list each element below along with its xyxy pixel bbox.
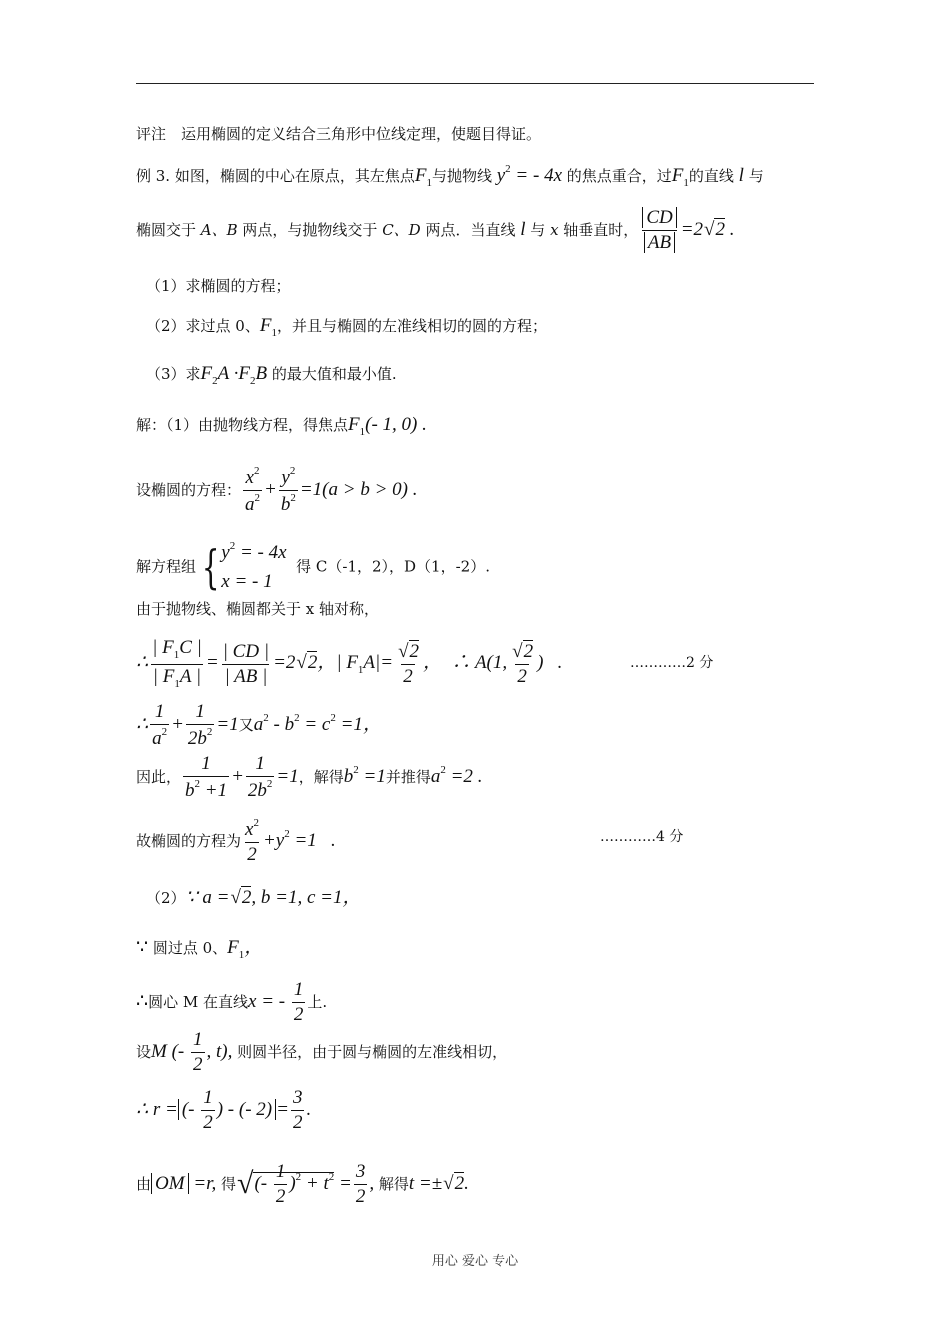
math-M: M (- $\frac{1}{2}$ , t), (151, 1029, 238, 1075)
score-4: …………4 分 (600, 829, 684, 845)
math-dot-product: $F_2A \cdot F_2B$ (200, 363, 272, 387)
example3-line1 (136, 164, 764, 189)
comment-line (136, 127, 541, 142)
math-radius: ∴ r = (- $\frac{1}{2}$ ) - (- 2) = $\frac{3}{2}$ . (136, 1087, 312, 1133)
circ-text: 圆过点 0、 (152, 939, 228, 957)
ex3-text-i: 与 (530, 220, 546, 239)
center-text-b: 上. (307, 992, 328, 1011)
math-x-line: x = - $\frac{1}{2}$ (248, 979, 304, 1025)
q2-text-b: ，并且与椭圆的左准线相切的圆的方程； (276, 317, 547, 335)
brace-symbol: { (201, 540, 220, 595)
ex3-text-c: 的焦点重合，过 (566, 167, 672, 185)
solution-1 (136, 415, 427, 438)
part2-line (146, 888, 362, 907)
also-text: 又 (238, 715, 254, 734)
hence-text-c: 并推得 (385, 767, 431, 786)
hence-text-a: 因此， (136, 767, 182, 786)
math-F1: $F_1$ (414, 165, 432, 189)
math-relation-b: $a^2 - b^2 = c^2 =1$， (253, 711, 382, 735)
setm-text-b: 则圆半径，由于圆与椭圆的左准线相切， (237, 1042, 508, 1061)
radius-line (136, 1088, 311, 1133)
om-text-c: 解得 (378, 1174, 409, 1193)
ex3-text-b: 与抛物线 (431, 167, 492, 185)
label-CD: C、D (377, 220, 426, 239)
math-F1c: $F_1$ (259, 315, 277, 339)
math-sqrt-eq: √(- $\frac{1}{2}$ )$^2 + t^2$ = $\frac{3}{2}$ , (236, 1161, 379, 1207)
center-line (136, 980, 327, 1025)
label-AB: A、B (196, 220, 243, 239)
q3-text-a: （3）求 (146, 365, 201, 383)
page-footer: 用心 爱心 专心 (431, 1254, 519, 1269)
om-line (136, 1162, 469, 1207)
math-focus: $F_1(-$ 1, 0) . (348, 414, 427, 438)
ex3-text-j: 轴垂直时， (563, 220, 639, 239)
ell-text: 设椭圆的方程： (136, 480, 242, 499)
header-rule (136, 83, 814, 84)
sym-text: 由于抛物线、椭圆都关于 x 轴对称， (136, 600, 379, 618)
score-2: …………2 分 (630, 655, 714, 671)
math-ratio: $\frac{CD}{AB}$ =2√2 . (638, 219, 734, 240)
math-parabola: $y^2$ = - 4x (491, 163, 567, 186)
setm-text-a: 设 (136, 1042, 152, 1061)
relation-line (136, 702, 382, 749)
example3-line2 (136, 208, 734, 253)
question-3 (146, 364, 397, 387)
ellipse-setup (136, 466, 417, 515)
math-relation-a: ∴ $\frac{1}{a^2}$ + $\frac{1}{2b^2}$ =1 (136, 701, 239, 749)
label-x: x (545, 220, 564, 239)
hence-line (136, 754, 482, 801)
math-ellipse-eq: $\frac{x^2}{a^2}$ + $\frac{y^2}{b^2}$ =1(a > b > 0) . (245, 465, 418, 515)
ex3-text-e: 与 (748, 167, 764, 185)
set-m-line (136, 1030, 507, 1075)
math-b2: $b^2 =1$ (343, 763, 386, 787)
math-OM: OM =r, (151, 1173, 221, 1194)
math-t-result: t =±√2. (408, 1172, 469, 1194)
math-F1b: $F_1$ (671, 165, 689, 189)
q2-text-a: （2）求过点 0、 (146, 317, 260, 335)
ex3-text-d: 的直线 (688, 167, 734, 185)
center-text-a: 圆心 M 在直线 (148, 992, 248, 1011)
om-text-b: 得 (220, 1174, 236, 1193)
ratio-line (136, 638, 562, 690)
sol1-text: 解：（1）由抛物线方程，得焦点 (136, 416, 349, 434)
therefore-symbol: ∴ (136, 990, 149, 1012)
question-1 (146, 279, 291, 294)
sys-text-a: 解方程组 (136, 557, 197, 576)
q3-text-b: 的最大值和最小值. (271, 365, 397, 383)
math-abc: ∵ a =√2, b =1, c =1， (185, 887, 362, 908)
math-F1d: $F_1$， (227, 937, 264, 961)
q1-text: （1）求椭圆的方程； (146, 277, 291, 295)
ellipse-result (136, 818, 336, 865)
math-hence-eq: $\frac{1}{b^2 +1}$ + $\frac{1}{2b^2}$ =1 (185, 753, 299, 801)
sys-text-b: 得 C（-1，2），D（1，-2）. (296, 557, 490, 576)
because-symbol: ∵ (136, 937, 153, 958)
math-ratio-2: ∴ $\frac{| F_1C |}{| F_1A |}$ = $\frac{| CD |}{| AB |}$ =2√2，| $F_1A|=$ $\frac{√2}{2}$ ， ∴ A(1, $\frac{√2}{2}$ ) . (136, 637, 563, 690)
symmetry-line (136, 602, 379, 617)
p2-text: （2） (146, 889, 186, 907)
om-text-a: 由 (136, 1174, 152, 1193)
ex3-text-h: 两点．当直线 (425, 220, 516, 239)
question-2 (146, 316, 547, 339)
math-l2: l (515, 218, 531, 240)
system-line (136, 538, 490, 597)
math-a2: $a^2 =2$ . (430, 763, 483, 787)
ellres-text: 故椭圆的方程为 (136, 831, 242, 850)
math-system: $y^2$ = - 4x x = - 1 (221, 540, 287, 593)
hence-text-b: ，解得 (298, 767, 344, 786)
comment-text: 评注 运用椭圆的定义结合三角形中位线定理，使题目得证。 (136, 125, 542, 143)
math-ellipse-result: $\frac{x^2}{2}$ $+y^2 =1$ . (245, 817, 336, 865)
ex3-text-a: 例 3. 如图，椭圆的中心在原点，其左焦点 (136, 167, 415, 185)
ex3-text-f: 椭圆交于 (136, 220, 197, 239)
math-l: l (733, 165, 749, 186)
ex3-text-g: 两点，与抛物线交于 (242, 220, 378, 239)
circle-line (136, 938, 263, 961)
